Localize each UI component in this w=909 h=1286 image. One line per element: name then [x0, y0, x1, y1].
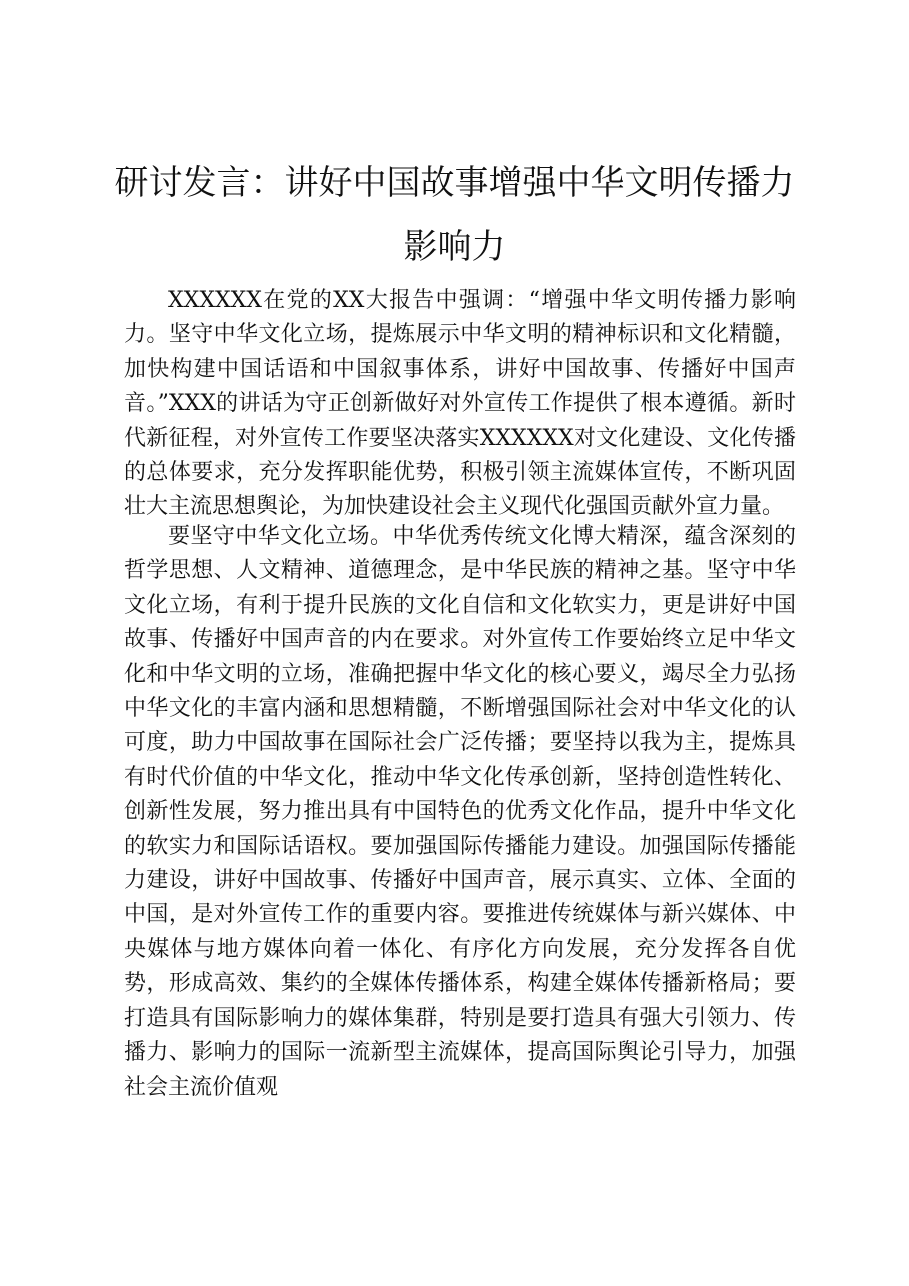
body-paragraph-2: 要坚守中华文化立场。中华优秀传统文化博大精深，蕴含深刻的哲学思想、人文精神、道德理念，是中华民族的精神之基。坚守中华文化立场，有利于提升民族的文化自信和文化软实力，更是讲好中国故事、传播好中国声音的内在要求。对外宣传工作要始终立足中华文化和中华文明的立场，准确把握中华文化的核心要义，竭尽全力弘扬中华文化的丰富内涵和思想精髓，不断增强国际社会对中华文化的认可度，助力中国故事在国际社会广泛传播；要坚持以我为主，提炼具有时代价值的中华文化，推动中华文化传承创新，坚持创造性转化、创新性发展，努力推出具有中国特色的优秀文化作品，提升中华文化的软实力和国际话语权。要加强国际传播能力建设。加强国际传播能力建设，讲好中国故事、传播好中国声音，展示真实、立体、全面的中国，是对外宣传工作的重要内容。要推进传统媒体与新兴媒体、中央媒体与地方媒体向着一体化、有序化方向发展，充分发挥各自优势，形成高效、集约的全媒体传播体系，构建全媒体传播新格局；要打造具有国际影响力的媒体集群，特别是要打造具有强大引领力、传播力、影响力的国际一流新型主流媒体，提高国际舆论引导力，加强社会主流价值观 — [124, 524, 796, 1100]
document-title-line-2: 影响力 — [403, 227, 506, 267]
document-title-line-1: 研讨发言：讲好中国故事增强中华文明传播力 — [114, 163, 795, 203]
body-paragraph-1: XXXXXX在党的XX大报告中强调：“增强中华文明传播力影响力。坚守中华文化立场，提炼展示中华文明的精神标识和文化精髓，加快构建中国话语和中国叙事体系，讲好中国故事、传播好中国声音。”XXX的讲话为守正创新做好对外宣传工作提供了根本遵循。新时代新征程，对外宣传工作要坚决落实XXXXXX对文化建设、文化传播的总体要求，充分发挥职能优势，积极引领主流媒体宣传，不断巩固壮大主流思想舆论，为加快建设社会主义现代化强国贡献外宣力量。 — [124, 288, 796, 520]
